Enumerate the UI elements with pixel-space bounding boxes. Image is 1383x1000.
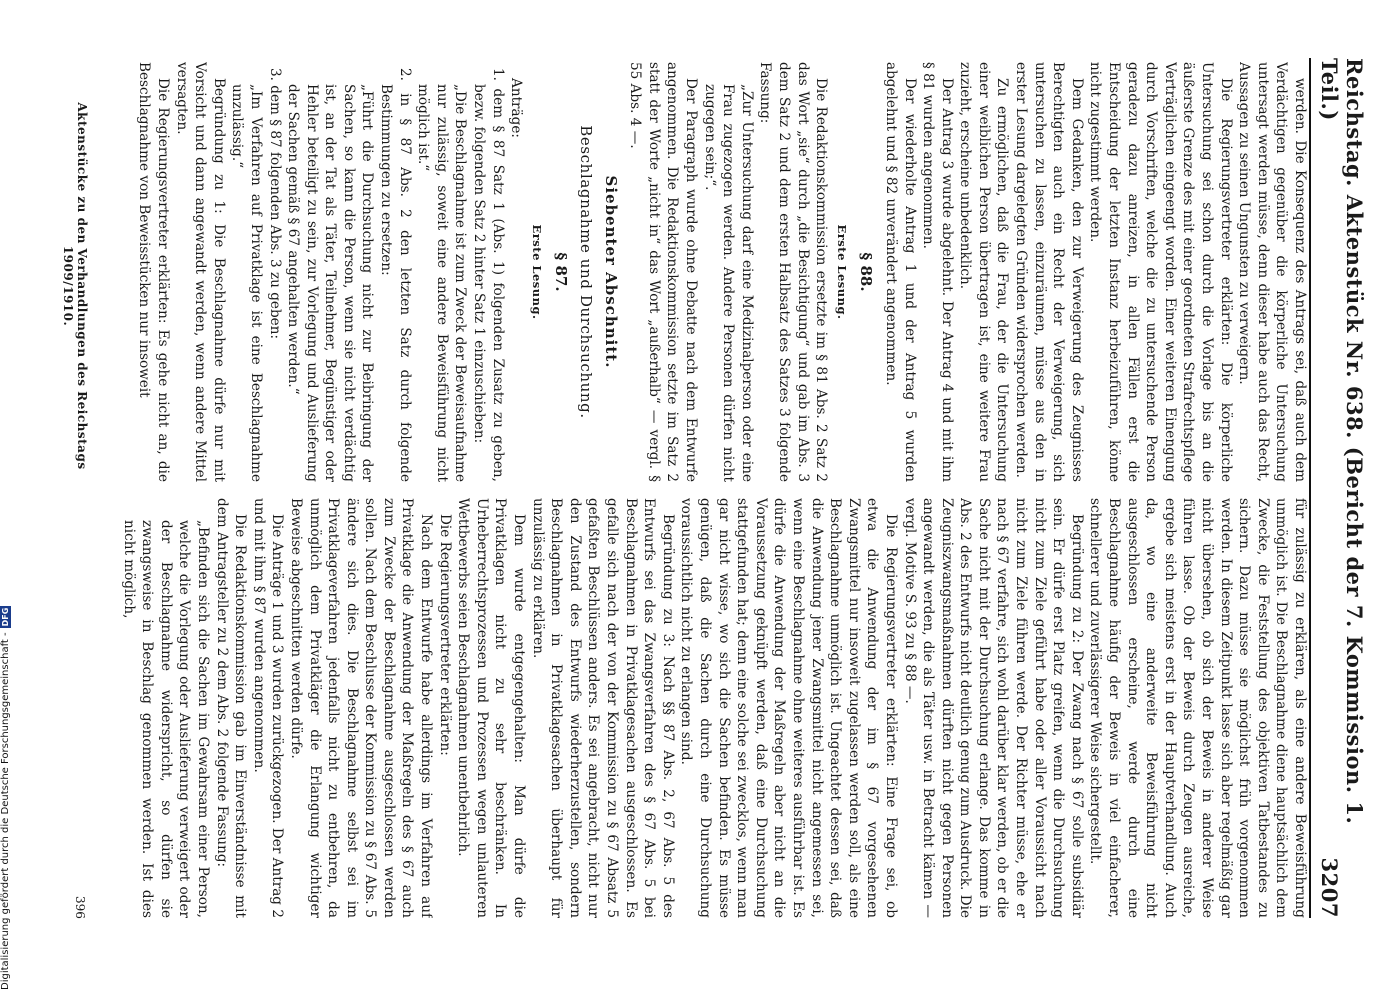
quoted-text: „Führt die Durchsuchung nicht zur Beibringung der Sachen, so kann die Person, wenn sie nicht verdächtig ist, an der Tat als Täter, Teilnehmer, Begünstiger oder Hehler beteiligt zu sein, zur Vorlegung und Auslieferung der Sachen gemäß § 67 angehalten werden.“ bbox=[285, 84, 376, 482]
source-footer: Aktenstücke zu den Verhandlungen des Reichstags 1909/1910. bbox=[61, 102, 89, 470]
paragraph: Dem wurde entgegengehalten: Man dürfe die Privatklagen nicht zu sehr beschränken. In Urheberrechtsprozessen und Prozessen wegen unlauteren Wettbewerbs seien Beschlagnahmen unentbehrlich. bbox=[455, 498, 528, 918]
first-reading-label: Erste Lesung. bbox=[529, 224, 544, 320]
first-reading-label: Erste Lesung. bbox=[834, 224, 849, 320]
paragraph: Die Regierungsvertreter erklärten: Die körperliche Untersuchung sei schon durch die Vorlage bis an die äußerste Grenze des mit einer geordneten Strafrechtspflege Verträglichen eingeengt worden. Einer weiteren Einengung durch Vorschriften, welche die zu untersuchende Person geradezu dazu anreizen, in allen Fällen erst die Entscheidung der letzten Instanz herbeizuführen, könne nicht zugestimmt werden. bbox=[1087, 62, 1234, 482]
digitization-credit-text: Digitalisierung gefördert durch die Deutsche Forschungsgemeinschaft - bbox=[0, 632, 11, 990]
paragraph: Die Regierungsvertreter erklärten: Eine Frage sei, ob etwa die Anwendung der im § 67 vorgesehenen Zwangsmittel nur insoweit zugelassen werden soll, als eine Beschlagnahme unmöglich ist. Ungeachtet dessen sei, daß die Anwendung jener Zwangsmittel nicht angemessen sei, wenn eine Beschlagnahme ohne weiteres ausführbar ist. Es dürfe die Anwendung der Maßregeln aber nicht an die Voraussetzung geknüpft werden, daß eine Durchsuchung stattgefunden hat; denn eine solche sei zwecklos, wenn man gar nicht wisse, wo sich die Sachen befinden. Es müsse genügen, daß die Sachen durch eine Durchsuchung voraussichtlich nicht zu erlangen sind. bbox=[678, 498, 899, 918]
paragraph: Zu ermöglichen, daß die Frau, der die Untersuchung einer weiblichen Person übertragen ist, eine weitere Frau zuzieht, erscheine unbedenklich. bbox=[957, 62, 1011, 482]
paragraph: Die Anträge 1 und 3 wurden zurückgezogen. Der Antrag 2 und mit ihm § 87 wurden angenommen. bbox=[250, 498, 286, 918]
folio-number: 396 bbox=[73, 896, 87, 919]
list-item: 3. dem § 87 folgenden Abs. 3 zu geben: bbox=[266, 68, 283, 340]
paragraph: Begründung zu 2: Der Zwang nach § 67 solle subsidiär sein. Er dürfe erst Platz greifen, wenn die Durchsuchung nicht zum Ziele geführt habe oder aller Voraussicht nach nicht zum Ziele führen werde. Der Richter müsse, ehe er nach § 67 verfahre, sich wohl darüber klar werden, ob er die Sache nicht mit der Durchsuchung erlange. Das komme in Abs. 2 des Entwurfs nicht deutlich genug zum Ausdruck. Die Zeugniszwangsmaßnahmen dürften nicht gegen Personen angewandt werden, die als Täter usw. in Betracht kämen — vergl. Motive S. 93 zu § 88 —. bbox=[901, 498, 1085, 918]
list-item: 1. dem § 87 Satz 1 (Abs. 1) folgenden Zusatz zu geben, bezw. folgenden Satz 2 hinter Satz 1 einzuschieben: bbox=[471, 68, 506, 482]
list-item: 2. in § 87 Abs. 2 den letzten Satz durch folgende Bestimmungen zu ersetzen: bbox=[378, 68, 413, 482]
paragraph: Dem Gedanken, den zur Verweigerung des Zeugnisses Berechtigten auch ein Recht der Verweigerung, sich untersuchen zu lassen, einzuräumen, müsse aus den in erster Lesung dargelegten Gründen widersprochen werden. bbox=[1013, 62, 1085, 482]
paragraph: Der Paragraph wurde ohne Debatte nach dem Entwurfe angenommen. Die Redaktionskommission setzte im Satz 2 statt der Worte „nicht in“ das Wort „außerhalb“ — vergl. § 55 Abs. 4 —. bbox=[627, 62, 699, 482]
paragraph: Der wiederholte Antrag 1 und der Antrag 5 wurden abgelehnt und § 82 unverändert angenommen. bbox=[882, 62, 918, 482]
motions-label: Anträge: bbox=[508, 78, 525, 138]
paragraph: Begründung zu 3: Nach §§ 87 Abs. 2, 67 Abs. 5 des Entwurfs sei das Zwangsverfahren des § 67 Abs. 5 bei Beschlagnahmen in Privatklagesachen ausgeschlossen. Es gefalle sich nach der von der Kommission zu § 67 Absatz 5 gefaßten Beschlüssen anders. Es sei angebracht, nicht nur den Zustand des Entwurfs wiederherzustellen, sondern Beschlagnahmen in Privatklagesachen überhaupt für unzulässig zu erklären. bbox=[529, 498, 676, 918]
paragraph: für zulässig zu erklären, als eine andere Beweisführung unmöglich ist. Die Beschlagnahme diene hauptsächlich dem Zwecke, die Feststellung des objektiven Tatbestandes zu sichern. Dazu müsse sie möglichst früh vorgenommen werden. In diesem Zeitpunkt lasse sich aber regelmäßig gar nicht übersehen, ob sich der Beweis in anderer Weise führen lasse. Ob der Beweis durch Zeugen ausreiche, ergebe sich meistens erst in der Hauptverhandlung. Auch da, wo eine anderweite Beweisführung nicht ausgeschlossen erscheine, werde durch eine Beschlagnahme häufig der Beweis in viel einfacherer, schnellerer und zuverlässigerer Weise sichergestellt. bbox=[1087, 498, 1308, 918]
header-title: Reichstag. Aktenstück Nr. 638. (Bericht der 7. Kommission. 1. Teil.) bbox=[1317, 58, 1367, 825]
running-header bbox=[1309, 58, 1365, 918]
paragraph: werden. Die Konsequenz des Antrags sei, daß auch dem Verdächtigen gegenüber die körperliche Untersuchung untersagt werden müsse, denn dieser habe auch das Recht, Aussagen zu seinen Ungunsten zu verweigern. bbox=[1236, 62, 1308, 482]
paragraph: Der Antrag 3 wurde abgelehnt. Der Antrag 4 und mit ihm § 81 wurden angenommen. bbox=[920, 62, 955, 482]
quoted-text: „Die Beschlagnahme ist zum Zweck der Beweisaufnahme nur zulässig, soweit eine andere Beweisführung nicht möglich ist.“ bbox=[415, 84, 469, 482]
quoted-text: „Zur Untersuchung darf eine Medizinalperson oder eine Frau zugezogen werden. Andere Personen dürfen nicht zugegen sein;“. bbox=[701, 84, 755, 482]
left-column bbox=[99, 62, 1309, 482]
paragraph: Die Redaktionskommission ersetzte im § 81 Abs. 2 Satz 2 das Wort „sie“ durch „die Besichtigung“ und gab im Abs. 3 dem Satz 2 und dem ersten Halbsatz des Satzes 3 folgende Fassung: bbox=[757, 62, 830, 482]
header-page-number: 3207 bbox=[1317, 857, 1342, 918]
right-column bbox=[99, 498, 1309, 918]
dfg-logo: DFG bbox=[1, 607, 10, 627]
quoted-text: „Im Verfahren auf Privatklage ist eine Beschlagnahme unzulässig.“ bbox=[229, 84, 264, 482]
paragraph: Die Regierungsvertreter erklärten: bbox=[436, 514, 453, 756]
chapter-heading: Siebenter Abschnitt. bbox=[601, 175, 620, 369]
paragraph: Begründung zu 1: Die Beschlagnahme dürfe nur mit Vorsicht und dann angewandt werden, wenn andere Mittel versagten. bbox=[173, 62, 227, 482]
paragraph: Die Regierungsvertreter erklärten: Es gehe nicht an, die Beschlagnahme von Beweisstücken nur insoweit bbox=[136, 62, 171, 482]
paragraph: Nach dem Entwurfe habe allerdings im Verfahren auf Privatklage die Anwendung der Maßregeln des § 67 auch zum Zwecke der Beschlagnahme ausgeschlossen werden sollen. Nach dem Beschlusse der Kommission zu § 67 Abs. 5 ändere sich dies. Die Beschlagnahme selbst sei im Privatklageverfahren jedenfalls nicht zu entbehren, da unmöglich dem Privatkläger die Erlangung wichtiger Beweise abgeschnitten werden dürfe. bbox=[287, 498, 435, 918]
paragraph: Die Redaktionskommission gab im Einverständnisse mit dem Antragsteller zu 2 dem Abs. 2 folgende Fassung: bbox=[213, 498, 249, 918]
chapter-subtitle: Beschlagnahme und Durchsuchung. bbox=[577, 125, 596, 419]
section-heading-88: § 88. bbox=[857, 252, 876, 292]
section-heading-87: § 87. bbox=[552, 252, 571, 292]
quoted-text: „Befinden sich die Sachen im Gewahrsam einer Person, welche die Vorlegung oder Auslieferung verweigert oder der Beschlagnahme widerspricht, so dürfen sie zwangsweise in Beschlag genommen werden. Ist dies nicht möglich, bbox=[120, 520, 211, 918]
